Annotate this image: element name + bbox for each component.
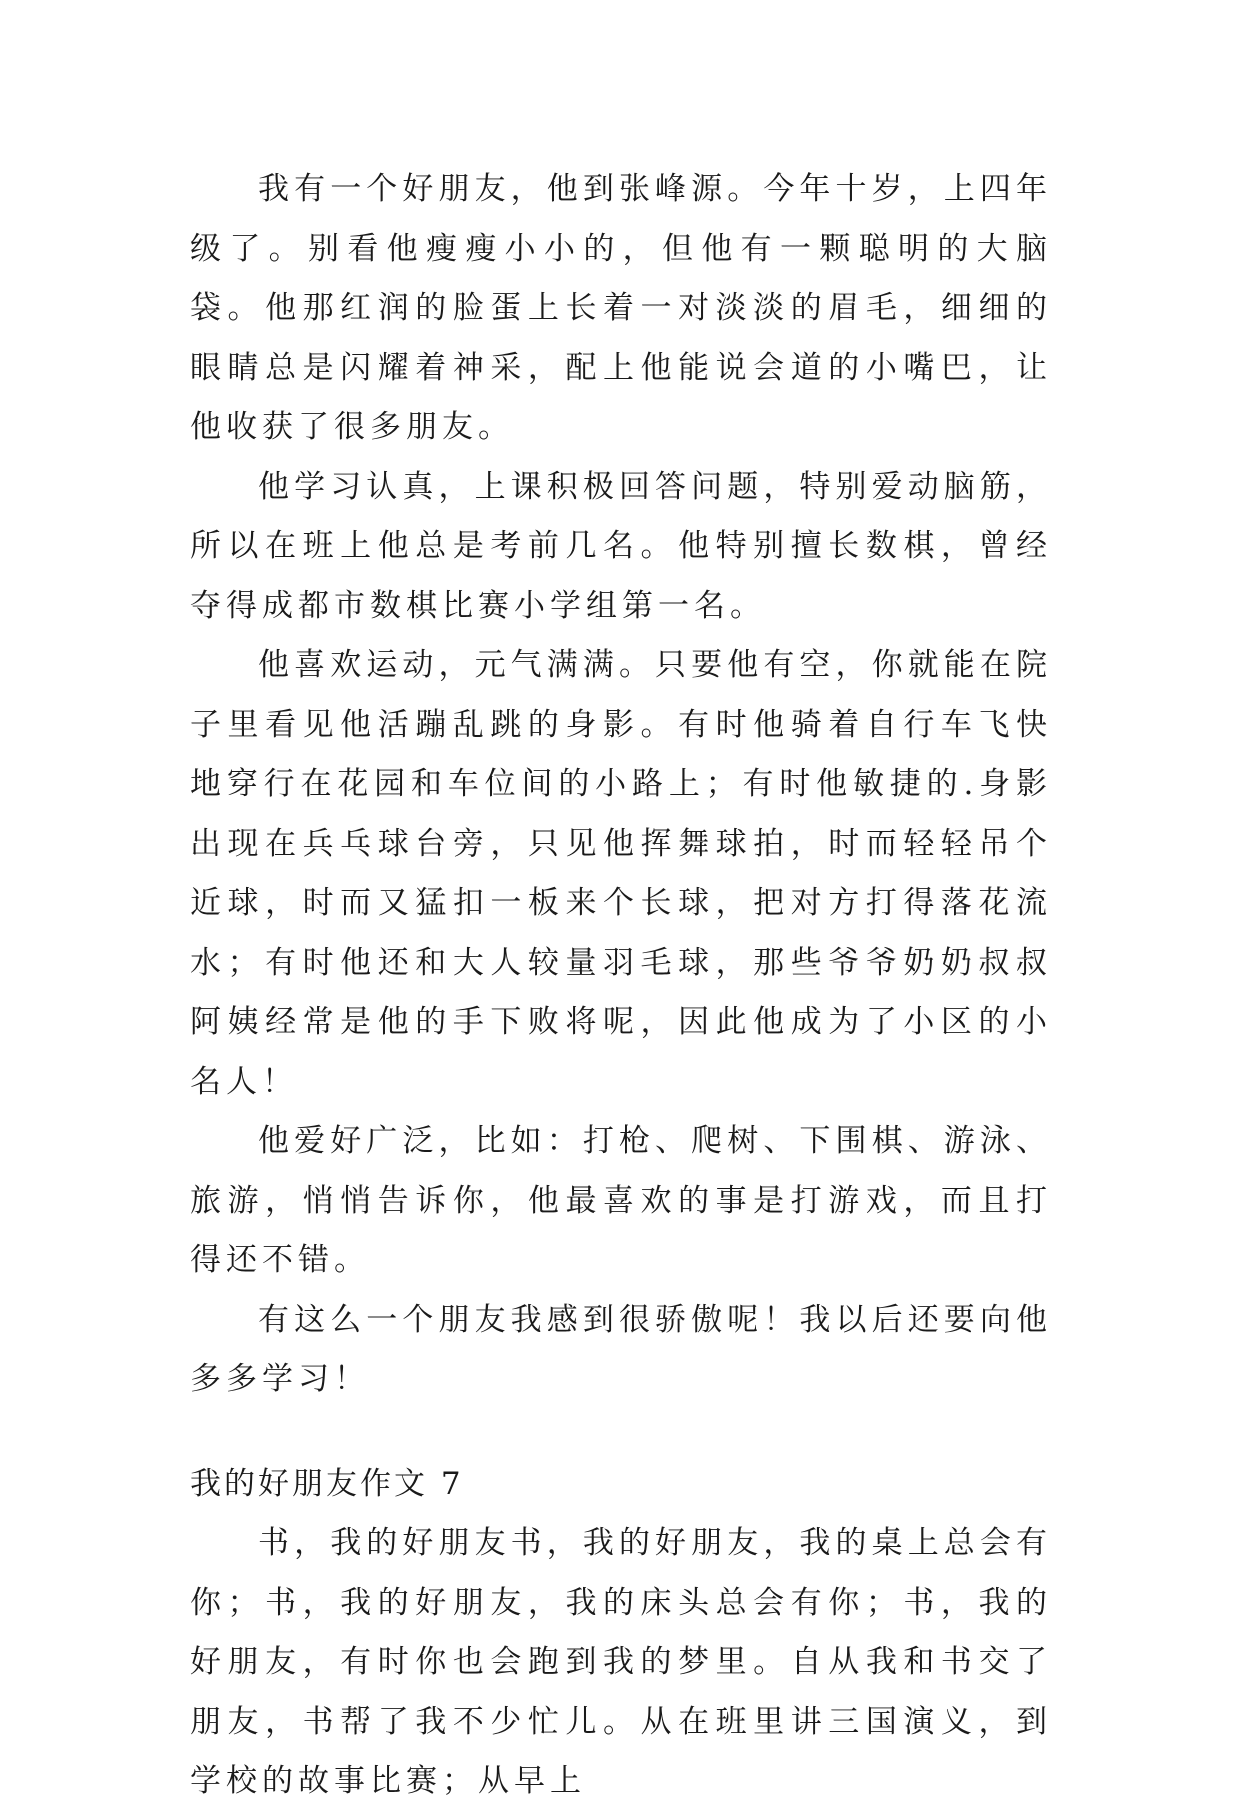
paragraph: 他学习认真，上课积极回答问题，特别爱动脑筋，所以在班上他总是考前几名。他特别擅长数棋，曾经夺得成都市数棋比赛小学组第一名。 — [190, 468, 1052, 624]
section-heading: 我的好朋友作文 7 — [190, 1465, 464, 1502]
paragraph: 有这么一个朋友我感到很骄傲呢！我以后还要向他多多学习！ — [190, 1301, 1052, 1397]
document-body — [190, 160, 1052, 1812]
section-spacer — [190, 1410, 1052, 1455]
paragraph: 我有一个好朋友，他到张峰源。今年十岁，上四年级了。别看他瘦瘦小小的，但他有一颗聪明的大脑袋。他那红润的脸蛋上长着一对淡淡的眉毛，细细的眼睛总是闪耀着神采，配上他能说会道的小嘴巴，让他收获了很多朋友。 — [190, 171, 1052, 445]
paragraph: 书，我的好朋友书，我的好朋友，我的桌上总会有你；书，我的好朋友，我的床头总会有你；书，我的好朋友，有时你也会跑到我的梦里。自从我和书交了朋友，书帮了我不少忙儿。从在班里讲三国演义，到学校的故事比赛；从早上 — [190, 1525, 1052, 1799]
paragraph: 他喜欢运动，元气满满。只要他有空，你就能在院子里看见他活蹦乱跳的身影。有时他骑着自行车飞快地穿行在花园和车位间的小路上；有时他敏捷的.身影出现在兵乓球台旁，只见他挥舞球拍，时而轻轻吊个近球，时而又猛扣一板来个长球，把对方打得落花流水；有时他还和大人较量羽毛球，那些爷爷奶奶叔叔阿姨经常是他的手下败将呢，因此他成为了小区的小名人！ — [190, 647, 1052, 1100]
paragraph: 他爱好广泛，比如：打枪、爬树、下围棋、游泳、旅游，悄悄告诉你，他最喜欢的事是打游戏，而且打得还不错。 — [190, 1123, 1052, 1278]
